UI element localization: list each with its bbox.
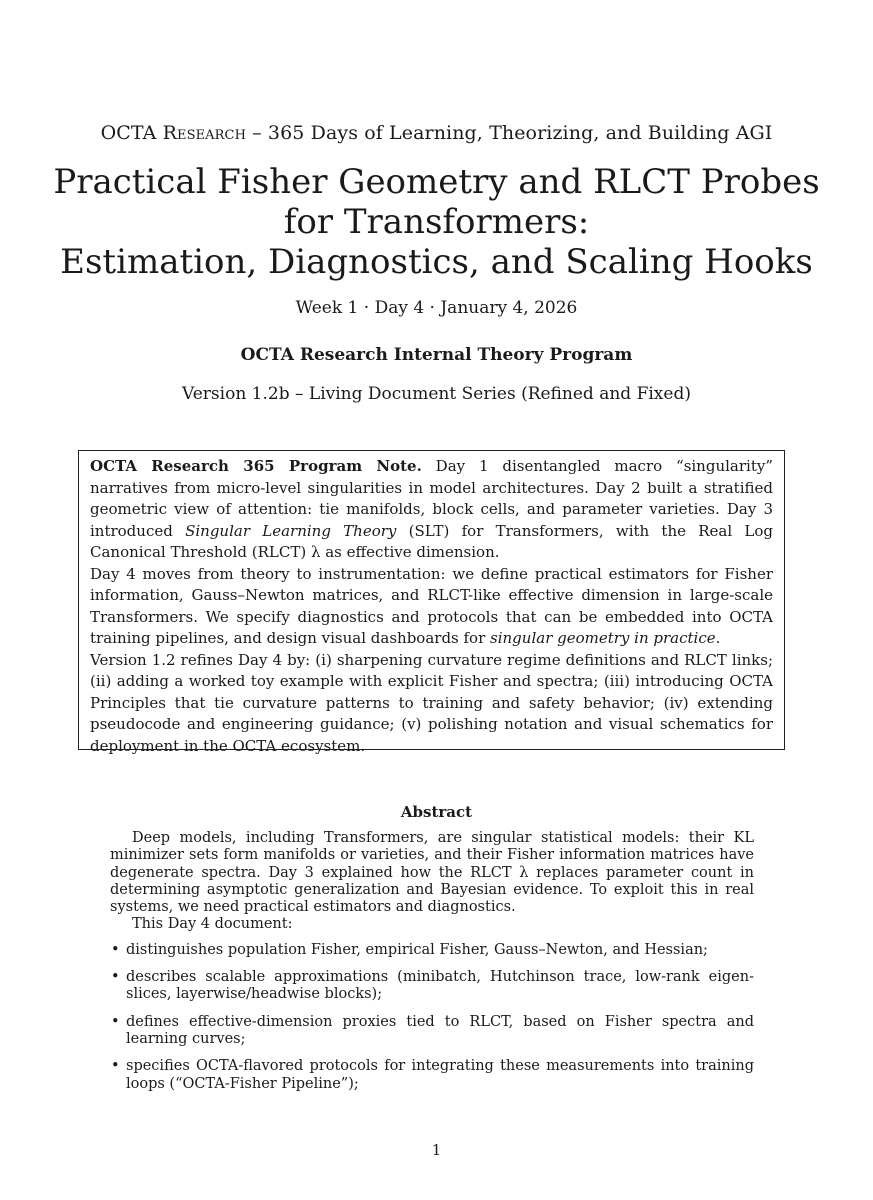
title-line-2: for Transformers: — [283, 202, 590, 242]
series-tagline: – 365 Days of Learning, Theorizing, and Building AGI — [246, 122, 773, 144]
title-line-1: Practical Fisher Geometry and RLCT Probes — [53, 162, 820, 202]
series-header — [0, 122, 873, 144]
program-note-paragraph-1 — [90, 456, 773, 564]
bullet-icon: • — [111, 1013, 120, 1030]
program-note-text: (SLT) for Transformers, with the Real Log Canonical Threshold (RLCT) λ as effective dimension. — [90, 521, 773, 561]
list-item-text: describes scalable approximations (minibatch, Hutchinson trace, low-rank eigen-slices, layerwise/headwise blocks); — [126, 969, 754, 1003]
program-note-emphasis: Singular Learning Theory — [185, 521, 397, 540]
version-line: Version 1.2b – Living Document Series (Refined and Fixed) — [182, 384, 691, 404]
title-line-3: Estimation, Diagnostics, and Scaling Hooks — [60, 242, 813, 282]
program-note-paragraph-3: Version 1.2 refines Day 4 by: (i) sharpening curvature regime definitions and RLCT links; (ii) adding a worked toy example with explicit Fisher and spectra; (iii) introducing OCTA Principles that tie curvature patterns to training and safety behavior; (iv) extending pseudocode and engineering guidance; (v) polishing notation and visual schematics for deployment in the OCTA ecosystem. — [90, 650, 773, 755]
list-item-text: distinguishes population Fisher, empirical Fisher, Gauss–Newton, and Hessian; — [126, 941, 708, 958]
abstract-paragraph-2: This Day 4 document: — [132, 916, 293, 933]
organization-name: OCTA Research Internal Theory Program — [240, 345, 633, 365]
page-number: 1 — [431, 1141, 442, 1159]
list-item — [110, 942, 754, 959]
list-item-text: specifies OCTA-flavored protocols for integrating these measurements into training loops (“OCTA-Fisher Pipeline”); — [126, 1058, 754, 1092]
bullet-icon: • — [111, 1058, 120, 1075]
bullet-icon: • — [111, 941, 120, 958]
program-note-text: . — [715, 629, 721, 647]
document-title — [40, 162, 833, 282]
list-item — [110, 969, 754, 1004]
abstract-paragraph-1: Deep models, including Transformers, are singular statistical models: their KL minimizer sets form manifolds or varieties, and their Fisher information matrices have degenerate spectra. Day 3 explained how the RLCT λ replaces parameter count in determining asymptotic generalization and Bayesian evidence. To exploit this in real systems, we need practical estimators and diagnostics. — [110, 830, 754, 916]
list-item — [110, 1058, 754, 1093]
program-note-emphasis: singular geometry in practice — [490, 629, 716, 647]
abstract-heading: Abstract — [400, 803, 473, 821]
program-note-heading: OCTA Research 365 Program Note. — [90, 457, 422, 475]
bullet-icon: • — [111, 969, 120, 986]
series-org: OCTA Research — [100, 122, 247, 144]
program-note-paragraph-2 — [90, 564, 773, 650]
abstract-list — [110, 942, 754, 1093]
program-note-text: Day 1 disentangled macro “singularity” narratives from micro-level singularities in model architectures. Day 2 built a stratified geometric view of attention: tie manifolds, block cells, and parameter varieties. Day 3 introduced — [90, 457, 773, 540]
date-line: Week 1 · Day 4 · January 4, 2026 — [295, 298, 578, 318]
abstract-body — [110, 830, 754, 1103]
list-item-text: defines effective-dimension proxies tied to RLCT, based on Fisher spectra and learning curves; — [126, 1013, 754, 1047]
list-item — [110, 1014, 754, 1049]
program-note-text: Day 4 moves from theory to instrumentation: we define practical estimators for Fisher information, Gauss–Newton matrices, and RLCT-like effective dimension in large-scale Transformers. We specify diagnostics and protocols that can be embedded into OCTA training pipelines, and design visual dashboards for — [90, 564, 773, 647]
program-note-box — [78, 450, 785, 755]
